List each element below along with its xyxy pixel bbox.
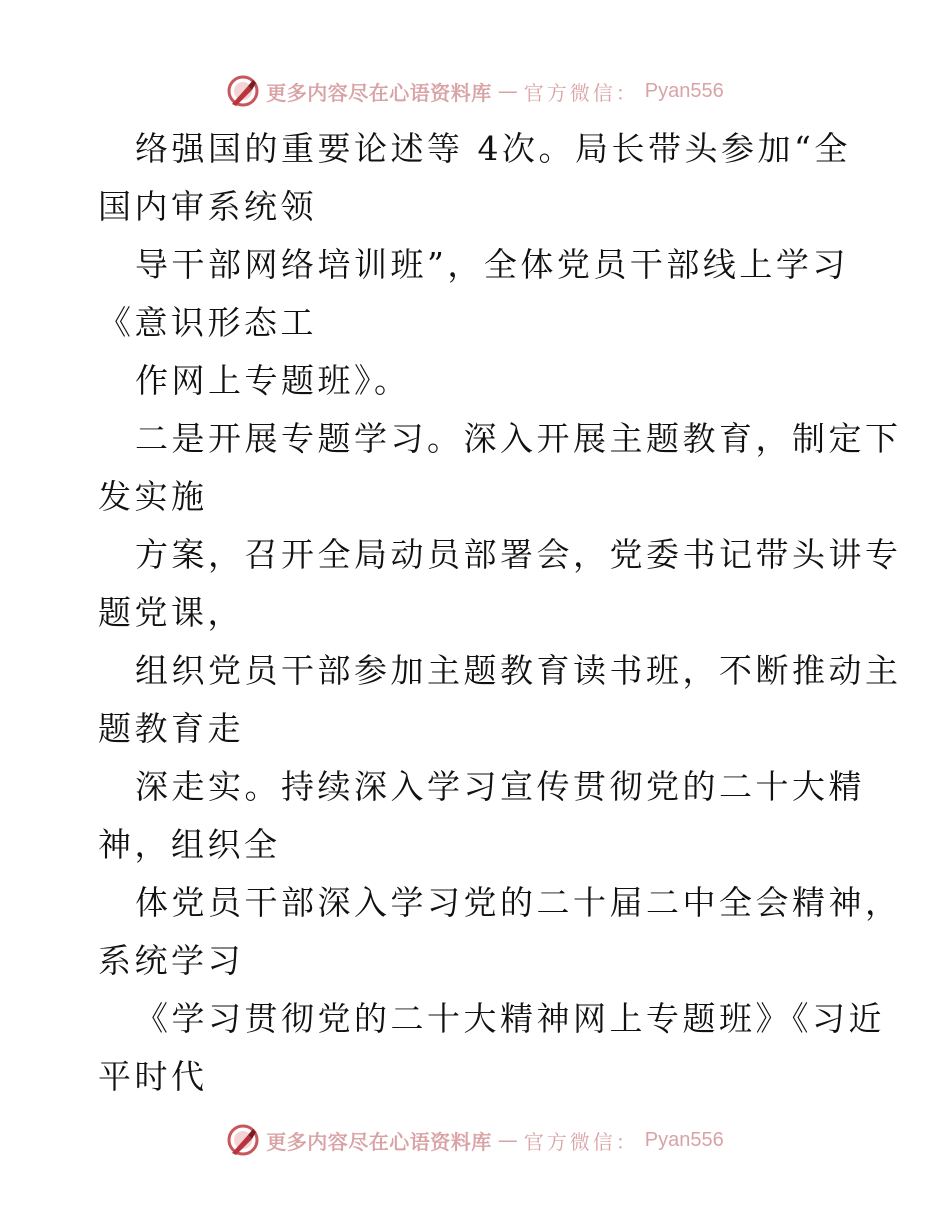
- watermark-brand: 更多内容尽在心语资料库: [266, 80, 492, 105]
- footer-watermark: [0, 1120, 950, 1160]
- text-line: 深走实。持续深入学习宣传贯彻党的二十大精: [135, 767, 865, 806]
- pen-logo-icon: [226, 1123, 260, 1157]
- text-line: 题党课，: [98, 593, 244, 632]
- text-line: 神，组织全: [98, 825, 281, 864]
- text-line: 题教育走: [98, 709, 244, 748]
- text-line: 导干部网络培训班”，全体党员干部线上学习: [135, 245, 849, 284]
- text-line: 发实施: [98, 477, 208, 516]
- watermark-dash: —: [497, 79, 518, 103]
- watermark-account: Pyan556: [644, 79, 724, 102]
- watermark-dash: —: [497, 1128, 518, 1152]
- text-line: 《学习贯彻党的二十大精神网上专题班》《习近: [135, 999, 885, 1038]
- document-body: [98, 120, 902, 1106]
- pen-logo-icon: [226, 74, 260, 108]
- watermark-brand: 更多内容尽在心语资料库: [266, 1129, 492, 1154]
- text-line: 二是开展专题学习。深入开展主题教育，制定下: [135, 419, 902, 458]
- header-watermark: [0, 71, 950, 111]
- text-line: 组织党员干部参加主题教育读书班，不断推动主: [135, 651, 902, 690]
- text-line: 作网上专题班》。: [135, 361, 411, 400]
- text-line: 国内审系统领: [98, 187, 317, 226]
- text-line: 体党员干部深入学习党的二十届二中全会精神，: [135, 883, 902, 922]
- watermark-label: 官方微信：: [523, 1129, 639, 1154]
- text-line: 《意识形态工: [98, 303, 317, 342]
- watermark-label: 官方微信：: [523, 80, 639, 105]
- text-line: 方案，召开全局动员部署会，党委书记带头讲专: [135, 535, 902, 574]
- text-line: 系统学习: [98, 941, 244, 980]
- text-line: 平时代: [98, 1057, 208, 1096]
- watermark-account: Pyan556: [644, 1128, 724, 1151]
- text-line: 络强国的重要论述等 4次。局长带头参加“全: [135, 129, 851, 168]
